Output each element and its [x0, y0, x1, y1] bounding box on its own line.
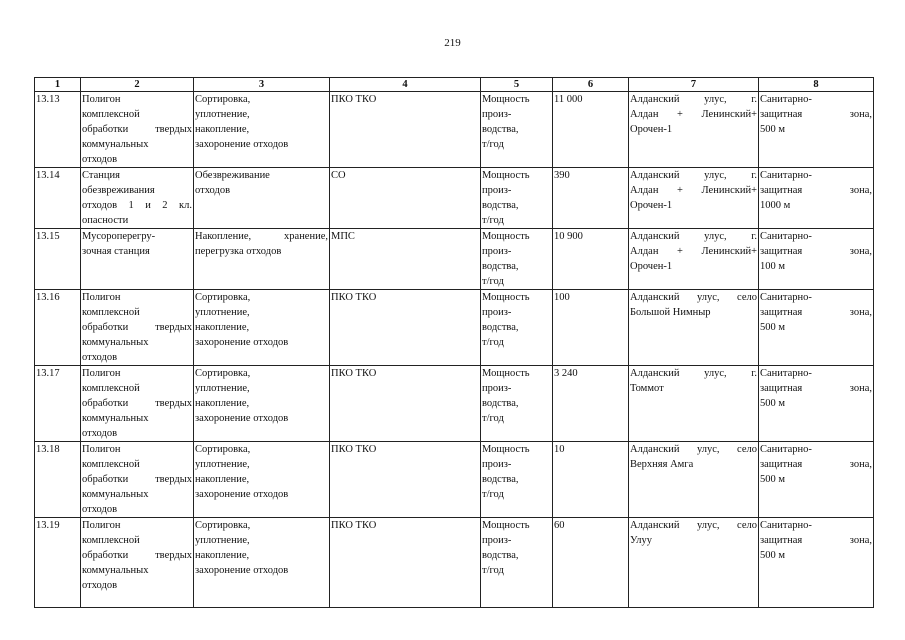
text-line: водства, — [482, 124, 519, 135]
text-line: т/год — [482, 565, 504, 576]
text-line: произ- — [482, 185, 512, 196]
word: Ленинский+ — [701, 185, 757, 196]
text-line: Полигон — [82, 520, 121, 531]
word: Алдан — [630, 246, 659, 257]
text-line: Санитарно- — [760, 170, 812, 181]
word: 1 — [128, 200, 134, 211]
cell-capacity-label — [481, 92, 553, 168]
word: село — [737, 520, 757, 531]
text-line: водства, — [482, 398, 519, 409]
cell-sanitary-zone — [759, 366, 874, 442]
text-line: захоронение отходов — [195, 565, 289, 576]
cell-abbreviation: ПКО ТКО — [330, 92, 481, 168]
word: Алданский — [630, 231, 680, 242]
text-line: Сортировка, — [195, 520, 251, 531]
text-line: коммунальных — [82, 413, 149, 424]
justified-line — [630, 518, 757, 533]
word: Алдан — [630, 185, 659, 196]
text-line: произ- — [482, 246, 512, 257]
word: обработки — [82, 124, 129, 135]
justified-line — [630, 229, 757, 244]
text-line: т/год — [482, 276, 504, 287]
text-line: отходов — [82, 504, 118, 515]
text-line: водства, — [482, 322, 519, 333]
text-line: уплотнение, — [195, 459, 250, 470]
text-line: отходов — [82, 154, 118, 165]
word: и — [145, 200, 151, 211]
text-line: отходов — [195, 185, 231, 196]
text-line: Мощность — [482, 368, 530, 379]
justified-line — [630, 366, 757, 381]
word: твердых — [155, 550, 192, 561]
word: Алданский — [630, 292, 680, 303]
word: защитная — [760, 246, 803, 257]
word: 2 — [162, 200, 168, 211]
cell-abbreviation: МПС — [330, 229, 481, 290]
cell-number: 13.15 — [35, 229, 81, 290]
word: защитная — [760, 109, 803, 120]
text-line: Обезвреживание — [195, 170, 270, 181]
text-line: комплексной — [82, 307, 140, 318]
text-line: Мощность — [482, 170, 530, 181]
text-line: водства, — [482, 200, 519, 211]
word: г. — [751, 94, 757, 105]
justified-line — [82, 198, 192, 213]
text-line: 500 м — [760, 322, 786, 333]
text-line: Санитарно- — [760, 368, 812, 379]
cell-location — [629, 168, 759, 229]
word: г. — [751, 170, 757, 181]
word: Ленинский+ — [701, 109, 757, 120]
table-row — [35, 168, 874, 229]
word: село — [737, 444, 757, 455]
table-row — [35, 92, 874, 168]
table-body — [35, 92, 874, 608]
word: зона, — [849, 383, 872, 394]
text-line: 500 м — [760, 124, 786, 135]
text-line: Полигон — [82, 444, 121, 455]
justified-line — [630, 92, 757, 107]
cell-sanitary-zone — [759, 290, 874, 366]
justified-line — [760, 305, 872, 320]
text-line: Санитарно- — [760, 94, 812, 105]
text-line: произ- — [482, 383, 512, 394]
justified-line — [195, 229, 328, 244]
justified-line — [630, 183, 757, 198]
word: зона, — [849, 185, 872, 196]
justified-line — [760, 183, 872, 198]
text-line: Мощность — [482, 520, 530, 531]
word: кл. — [179, 200, 192, 211]
word: Алданский — [630, 94, 680, 105]
text-line: комплексной — [82, 459, 140, 470]
word: защитная — [760, 383, 803, 394]
cell-sanitary-zone — [759, 229, 874, 290]
word: зона, — [849, 109, 872, 120]
column-header: 8 — [759, 78, 874, 92]
word: обработки — [82, 474, 129, 485]
table-row — [35, 229, 874, 290]
cell-location — [629, 442, 759, 518]
text-line: произ- — [482, 109, 512, 120]
text-line: коммунальных — [82, 489, 149, 500]
text-line: водства, — [482, 550, 519, 561]
text-line: обезвреживания — [82, 185, 155, 196]
word: Алданский — [630, 368, 680, 379]
word: твердых — [155, 322, 192, 333]
text-line: Верхняя Амга — [630, 459, 694, 470]
text-line: произ- — [482, 307, 512, 318]
cell-sanitary-zone — [759, 168, 874, 229]
cell-capacity-value: 11 000 — [553, 92, 629, 168]
justified-line — [760, 381, 872, 396]
text-line: 1000 м — [760, 200, 791, 211]
column-header: 1 — [35, 78, 81, 92]
cell-abbreviation: СО — [330, 168, 481, 229]
text-line: т/год — [482, 215, 504, 226]
word: твердых — [155, 474, 192, 485]
justified-line — [82, 320, 192, 335]
text-line: водства, — [482, 261, 519, 272]
word: улус, — [696, 444, 720, 455]
justified-line — [760, 244, 872, 259]
word: улус, — [704, 170, 727, 181]
word: твердых — [155, 124, 192, 135]
text-line: Орочен-1 — [630, 124, 673, 135]
cell-capacity-label — [481, 518, 553, 608]
table-row — [35, 290, 874, 366]
cell-operations — [194, 366, 330, 442]
word: твердых — [155, 398, 192, 409]
cell-operations — [194, 442, 330, 518]
text-line: накопление, — [195, 474, 250, 485]
cell-sanitary-zone — [759, 92, 874, 168]
word: улус, — [696, 292, 720, 303]
text-line: отходов — [82, 352, 118, 363]
cell-object-name — [81, 442, 194, 518]
cell-capacity-label — [481, 442, 553, 518]
word: зона, — [849, 307, 872, 318]
text-line: уплотнение, — [195, 109, 250, 120]
column-header: 4 — [330, 78, 481, 92]
justified-line — [630, 244, 757, 259]
cell-sanitary-zone — [759, 442, 874, 518]
text-line: Мощность — [482, 231, 530, 242]
text-line: Санитарно- — [760, 231, 812, 242]
cell-capacity-value: 390 — [553, 168, 629, 229]
cell-capacity-value: 60 — [553, 518, 629, 608]
cell-capacity-label — [481, 229, 553, 290]
word: + — [677, 109, 683, 120]
cell-location — [629, 92, 759, 168]
column-header: 2 — [81, 78, 194, 92]
text-line: накопление, — [195, 398, 250, 409]
text-line: т/год — [482, 489, 504, 500]
text-line: Санитарно- — [760, 520, 812, 531]
text-line: захоронение отходов — [195, 139, 289, 150]
word: отходов — [82, 200, 118, 211]
cell-object-name — [81, 168, 194, 229]
word: улус, — [704, 94, 727, 105]
text-line: накопление, — [195, 322, 250, 333]
text-line: т/год — [482, 337, 504, 348]
cell-object-name — [81, 518, 194, 608]
cell-object-name — [81, 366, 194, 442]
word: защитная — [760, 185, 803, 196]
text-line: накопление, — [195, 550, 250, 561]
text-line: Сортировка, — [195, 292, 251, 303]
word: Алданский — [630, 444, 680, 455]
word: зона, — [849, 246, 872, 257]
text-line: накопление, — [195, 124, 250, 135]
cell-operations — [194, 518, 330, 608]
text-line: Сортировка, — [195, 444, 251, 455]
cell-abbreviation: ПКО ТКО — [330, 442, 481, 518]
justified-line — [630, 442, 757, 457]
cell-capacity-value: 100 — [553, 290, 629, 366]
word: зона, — [849, 459, 872, 470]
word: Алдан — [630, 109, 659, 120]
text-line: Сортировка, — [195, 368, 251, 379]
word: г. — [751, 231, 757, 242]
word: защитная — [760, 307, 803, 318]
word: г. — [751, 368, 757, 379]
cell-operations — [194, 290, 330, 366]
justified-line — [630, 290, 757, 305]
cell-capacity-value: 10 900 — [553, 229, 629, 290]
text-line: водства, — [482, 474, 519, 485]
text-line: Улуу — [630, 535, 652, 546]
text-line: Полигон — [82, 94, 121, 105]
word: + — [677, 185, 683, 196]
text-line: захоронение отходов — [195, 413, 289, 424]
text-line: т/год — [482, 139, 504, 150]
word: + — [677, 246, 683, 257]
text-line: Станция — [82, 170, 120, 181]
word: защитная — [760, 459, 803, 470]
cell-capacity-label — [481, 168, 553, 229]
justified-line — [82, 548, 192, 563]
text-line: произ- — [482, 459, 512, 470]
word: улус, — [696, 520, 720, 531]
word: Ленинский+ — [701, 246, 757, 257]
text-line: Санитарно- — [760, 292, 812, 303]
word: обработки — [82, 398, 129, 409]
cell-abbreviation: ПКО ТКО — [330, 518, 481, 608]
cell-object-name — [81, 92, 194, 168]
word: улус, — [704, 231, 727, 242]
table-row — [35, 442, 874, 518]
text-line: коммунальных — [82, 139, 149, 150]
cell-capacity-value: 10 — [553, 442, 629, 518]
justified-line — [82, 122, 192, 137]
text-line: Мощность — [482, 292, 530, 303]
justified-line — [630, 107, 757, 122]
cell-number: 13.16 — [35, 290, 81, 366]
text-line: комплексной — [82, 535, 140, 546]
text-line: захоронение отходов — [195, 337, 289, 348]
text-line: уплотнение, — [195, 535, 250, 546]
cell-number: 13.17 — [35, 366, 81, 442]
cell-object-name — [81, 229, 194, 290]
facilities-table — [34, 77, 874, 608]
text-line: 500 м — [760, 474, 786, 485]
cell-location — [629, 290, 759, 366]
justified-line — [760, 533, 872, 548]
text-line: Мощность — [482, 444, 530, 455]
table-header-row — [35, 78, 874, 92]
word: улус, — [704, 368, 727, 379]
justified-line — [760, 457, 872, 472]
text-line: захоронение отходов — [195, 489, 289, 500]
justified-line — [630, 168, 757, 183]
cell-number: 13.18 — [35, 442, 81, 518]
cell-location — [629, 518, 759, 608]
cell-sanitary-zone — [759, 518, 874, 608]
cell-object-name — [81, 290, 194, 366]
text-line: Томмот — [630, 383, 664, 394]
table-row — [35, 518, 874, 608]
justified-line — [82, 396, 192, 411]
word: защитная — [760, 535, 803, 546]
cell-operations — [194, 229, 330, 290]
text-line: зочная станция — [82, 246, 150, 257]
text-line: отходов — [82, 428, 118, 439]
cell-capacity-value: 3 240 — [553, 366, 629, 442]
text-line: 100 м — [760, 261, 786, 272]
table-row — [35, 366, 874, 442]
text-line: Мощность — [482, 94, 530, 105]
cell-operations — [194, 168, 330, 229]
column-header: 7 — [629, 78, 759, 92]
word: Накопление, — [195, 231, 252, 242]
page-number: 219 — [444, 37, 461, 49]
text-line: 500 м — [760, 398, 786, 409]
text-line: 500 м — [760, 550, 786, 561]
text-line: уплотнение, — [195, 307, 250, 318]
text-line: произ- — [482, 535, 512, 546]
justified-line — [82, 472, 192, 487]
text-line: комплексной — [82, 109, 140, 120]
text-line: опасности — [82, 215, 129, 226]
cell-number: 13.19 — [35, 518, 81, 608]
text-line: уплотнение, — [195, 383, 250, 394]
text-line: перегрузка отходов — [195, 246, 282, 257]
cell-location — [629, 229, 759, 290]
column-header: 6 — [553, 78, 629, 92]
text-line: Орочен-1 — [630, 200, 673, 211]
cell-capacity-label — [481, 366, 553, 442]
cell-abbreviation: ПКО ТКО — [330, 366, 481, 442]
cell-number: 13.13 — [35, 92, 81, 168]
column-header: 3 — [194, 78, 330, 92]
text-line: Полигон — [82, 368, 121, 379]
text-line: Мусороперегру- — [82, 231, 156, 242]
word: Алданский — [630, 170, 680, 181]
text-line: Сортировка, — [195, 94, 251, 105]
word: зона, — [849, 535, 872, 546]
cell-abbreviation: ПКО ТКО — [330, 290, 481, 366]
text-line: коммунальных — [82, 337, 149, 348]
word: обработки — [82, 550, 129, 561]
word: хранение, — [284, 231, 328, 242]
column-header: 5 — [481, 78, 553, 92]
text-line: т/год — [482, 413, 504, 424]
word: село — [737, 292, 757, 303]
text-line: комплексной — [82, 383, 140, 394]
text-line: отходов — [82, 580, 118, 591]
word: обработки — [82, 322, 129, 333]
word: Алданский — [630, 520, 680, 531]
cell-number: 13.14 — [35, 168, 81, 229]
cell-operations — [194, 92, 330, 168]
text-line: Полигон — [82, 292, 121, 303]
justified-line — [760, 107, 872, 122]
text-line: коммунальных — [82, 565, 149, 576]
text-line: Санитарно- — [760, 444, 812, 455]
text-line: Большой Нимныр — [630, 307, 711, 318]
cell-location — [629, 366, 759, 442]
cell-capacity-label — [481, 290, 553, 366]
text-line: Орочен-1 — [630, 261, 673, 272]
